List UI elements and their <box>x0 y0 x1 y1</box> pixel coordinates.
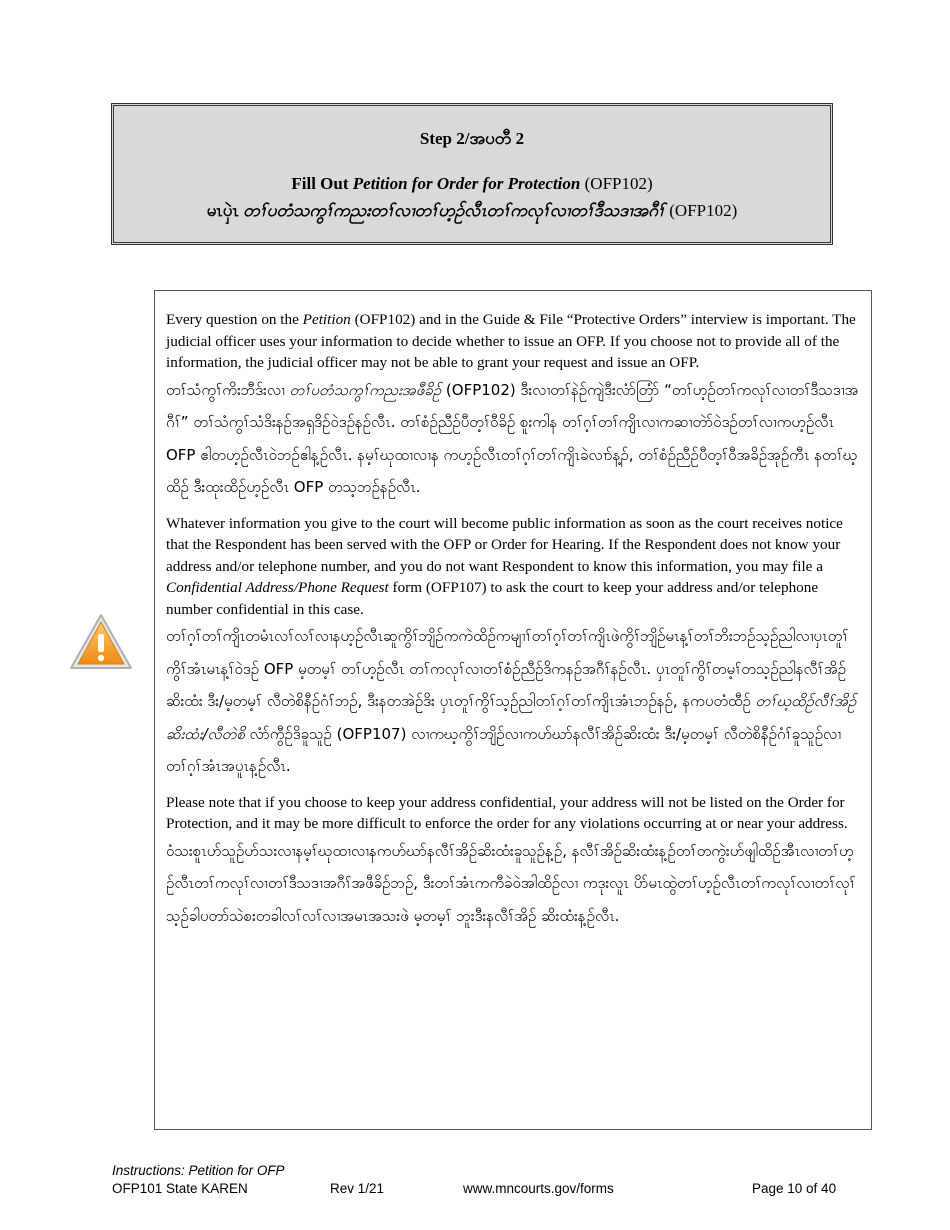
step-subtitle-karen-pre: မၤပှဲၤ <box>206 201 244 220</box>
text-run: form (OFP107) to ask the court to keep your address and/or telephone number confidential in this case. <box>166 579 819 618</box>
footer-doc-title: Instructions: Petition for OFP <box>112 1163 285 1178</box>
paragraph-confidential-english: Please note that if you choose to keep your address confidential, your address will not be listed on the Order for Protection, and it may be more difficult to enforce the order for any violations occurring at or near your address. <box>166 793 848 832</box>
text-run-italic: တၢ်ပတံသကွၢ်ကညးအဖီခိဉ် <box>289 380 442 399</box>
step-title: Step 2/အပတီ 2 <box>419 129 525 148</box>
text-run: Every question on the <box>166 311 303 328</box>
text-run: တၢ်ဂ့ၢ်တၢ်ကျိၤတမံၤလၢ်လၢ်လၢနဟ့ဉ်လီၤဆူကွိၢ်ဘျိဉ်ကကဲထိဉ်ကမျၢၢ်တၢ်ဂ့ၢ်တၢ်ကျိၤဖဲကွိၢ်ဘျိဉ်မၤန့ၢ်တၢ်ဘိးဘဉ်သ့ဉ်ညါလၢပှၤတူၢ်ကွိၢ်အံၤမၤန့ၢ်ဝဲဒဉ် OFP မ့တမ့ၢ် တၢ်ဟ့ဉ်လီၤ တၢ်ကလုၢ်လၢတၢ်စံဉ်ညီဉ်ဒိကနဉ်အဂီၢ်နဉ်လီၤ. ပှၤတူၢ်ကွိၢ်တမ့ၢ်တသ့ဉ်ညါနလီၢ်အိဉ်ဆိးထံး ဒီး/မ့တမ့ၢ် လီတဲစိနီဉ်ဂံၢ်ဘဉ်, ဒီးနတအဲဉ်ဒိး ပှၤတူၢ်ကွိၢ်သ့ဉ်ညါတၢ်ဂ့ၢ်တၢ်ကျိၤအံၤဘဉ်နဉ်, နကပတံထီဉ် <box>166 627 849 710</box>
footer-revision: Rev 1/21 <box>330 1181 385 1196</box>
text-run: Whatever information you give to the court will become public information as soon as the court receives notice that the Respondent has been served with the OFP or Order for Hearing. If the Respondent does not know your address and/or telephone number, and you do not want Respondent to know this information, you may file a <box>166 514 843 575</box>
step-subtitle-karen-form-code: (OFP102) <box>665 201 738 220</box>
step-subtitle-english <box>114 174 830 194</box>
footer-form-code: OFP101 State KAREN <box>112 1181 248 1196</box>
text-run: လံာ်ကွီဉ်ဒိခူသူဉ် (OFP107) လၢကဃ့ကွိၢ်ဘျိဉ်လၢကဟ်ဃာ်နလီၢ်အိဉ်ဆိးထံး ဒီး/မ့တမ့ၢ် လီတဲစိနီဉ်ဂံၢ်ခူသူဉ်လၢ တၢ်ဂ့ၢ်အံၤအပူၤန့ဉ်လီၤ. <box>166 724 842 775</box>
instructions-box <box>154 290 872 1130</box>
step-subtitle-pre: Fill Out <box>291 174 353 193</box>
paragraph-confidential-karen: ဝံသးစူၤဟ်သူဉ်ဟ်သးလၢနမ့ၢ်ဃုထၢလၢနကဟ်ဃာ်နလီၢ်အိဉ်ဆိးထံးခူသူဉ်န့ဉ်, နလီၢ်အိဉ်ဆိးထံးန့ဉ်တၢ်တကွဲးဟ်ဖျါထိဉ်အီၤလၢတၢ်ဟ့ဉ်လီၤတၢ်ကလုၢ်လၢတၢ်ဒီသဒၢအဂီၢ်အဖီခိဉ်ဘဉ်, ဒီးတၢ်အံၤကကီခဲဝဲအါထိဉ်လၢ ကဒုးလူၤ ပိာ်မၤထွဲတၢ်ဟ့ဉ်လီၤတၢ်ကလုၢ်လၢတၢ်လုၢ်သ့ဉ်ခါပတာ်သဲစးတခါလၢ်လၢ်လၢအမၤအသးဖဲ မ့တမ့ၢ် ဘူးဒီးနလီၢ်အိဉ် ဆိးထံးန့ဉ်လီၤ. <box>166 841 856 925</box>
text-run-italic: Petition <box>302 311 351 328</box>
step-header-box <box>111 103 833 245</box>
footer-website: www.mncourts.gov/forms <box>463 1181 614 1196</box>
warning-triangle-icon <box>68 612 134 672</box>
text-run: တၢ်သံကွၢ်ကိးဘီဒ်းလၢ <box>166 380 290 399</box>
paragraph-importance-karen <box>166 374 861 504</box>
text-run-italic: တၢ်ဃ့ထိဉ်လီၢ်အိဉ်ဆိးထံး/လီတဲစိ <box>166 692 857 743</box>
paragraph-public-info-english <box>166 513 861 621</box>
paragraph-importance-english <box>166 309 861 374</box>
text-run: (OFP102) ဒီးလၢတၢ်နဲဉ်ကျဲဒီးလံာ်တြံာ် “တၢ်ဟ့ဉ်တၢ်ကလုၢ်လၢတၢ်ဒီသဒၢအဂီၢ်” တၢ်သံကွၢ်သံဒိးနဉ်အရှဒိဉ်ဝဲဒဉ်နဉ်လီၤ. တၢ်စံဉ်ညီဉ်ပီတ့ၢ်ဝီခိဉ် စူးကါန တၢ်ဂ့ၢ်တၢ်ကျိၤလၢကဆၢတဲာ်ဝဲဒဉ်တၢ်လၢကဟ့ဉ်လီၤ OFP ဧါတဟ့ဉ်လီၤဝဲဘဉ်ဧါန့ဉ်လီၤ. နမ့ၢ်ဃုထၢလၢန ကဟ့ဉ်လီၤတၢ်ဂ့ၢ်တၢ်ကျိၤခဲလၢာ်န့ၣ်, တၢ်စံဉ်ညီဉ်ပီတ့ၢ်ဝီအခိဉ်အုဉ်ကီၤ နတၢ်ဃ့ထိဉ် ဒီးထုးထိဉ်ဟ့ဉ်လီၤ OFP တသ့ဘဉ်နဉ်လီၤ. <box>166 380 859 496</box>
footer-page-number: Page 10 of 40 <box>752 1181 837 1196</box>
step-subtitle-karen <box>114 200 830 225</box>
text-run-italic: Confidential Address/Phone Request <box>166 579 389 596</box>
paragraph-public-info-karen <box>166 620 861 783</box>
step-subtitle-form-name: Petition for Order for Protection <box>352 174 581 193</box>
step-subtitle-karen-form-name: တၢ်ပတံသကွၢ်ကညးတၢ်လၢတၢ်ဟ့ဉ်လီၤတၢ်ကလုၢ်လၢတၢ်ဒီသဒၢအဂီၢ် <box>243 201 665 220</box>
text-run: (OFP102) and in the Guide & File “Protective Orders” interview is important. The judicial officer uses your information to decide whether to issue an OFP. If you choose not to provide all of the information, the judicial officer may not be able to grant your request and issue an OFP. <box>166 311 856 371</box>
step-subtitle-form-code: (OFP102) <box>580 174 653 193</box>
